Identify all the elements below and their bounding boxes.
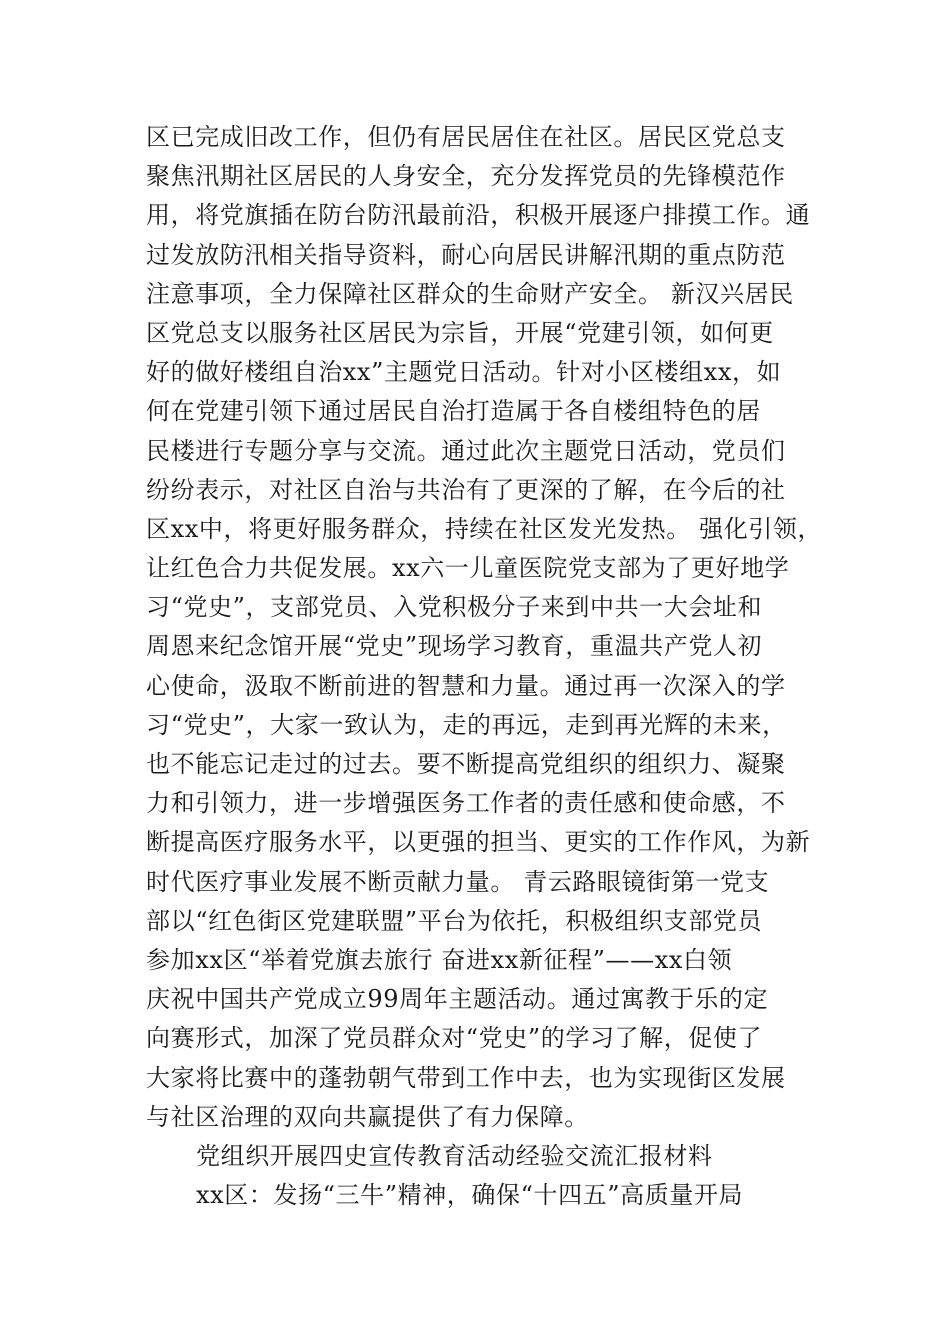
- text-line: 民楼进行专题分享与交流。通过此次主题党日活动，党员们: [146, 436, 786, 465]
- text-line: 好的做好楼组自治xx”主题党日活动。针对小区楼组xx，如: [146, 358, 782, 387]
- text-line: 用，将党旗插在防台防汛最前沿，积极开展逐户排摸工作。通: [146, 201, 811, 230]
- text-line: 习“党史”，大家一致认为，走的再远，走到再光辉的未来，: [146, 710, 787, 739]
- text-line: 区xx中，将更好服务群众，持续在社区发光发热。 强化引领，: [146, 514, 823, 543]
- section-title: 党组织开展四史宣传教育活动经验交流汇报材料: [196, 1141, 713, 1170]
- text-line: 断提高医疗服务水平，以更强的担当、更实的工作作风，为新: [146, 828, 811, 857]
- text-line: 大家将比赛中的蓬勃朝气带到工作中去，也为实现街区发展: [146, 1063, 786, 1092]
- text-line: 习“党史”，支部党员、入党积极分子来到中共一大会址和: [146, 593, 763, 622]
- document-page: [146, 118, 823, 1215]
- text-line: 注意事项，全力保障社区群众的生命财产安全。 新汉兴居民: [146, 279, 794, 308]
- text-line: 力和引领力，进一步增强医务工作者的责任感和使命感，不: [146, 789, 786, 818]
- text-line: 纷纷表示，对社区自治与共治有了更深的了解，在今后的社: [146, 475, 786, 504]
- text-line: 部以“红色街区党建联盟”平台为依托，积极组织支部党员: [146, 906, 763, 935]
- text-line: 庆祝中国共产党成立99周年主题活动。通过寓教于乐的定: [146, 985, 769, 1014]
- text-line: 区已完成旧改工作，但仍有居民居住在社区。居民区党总支: [146, 123, 786, 151]
- text-line: 聚焦汛期社区居民的人身安全，充分发挥党员的先锋模范作: [146, 162, 786, 191]
- text-line: 也不能忘记走过的过去。要不断提高党组织的组织力、凝聚: [146, 750, 786, 778]
- text-line: 心使命，汲取不断前进的智慧和力量。通过再一次深入的学: [146, 671, 786, 700]
- text-line: 与社区治理的双向共赢提供了有力保障。: [146, 1102, 589, 1131]
- text-line: 让红色合力共促发展。xx六一儿童医院党支部为了更好地学: [146, 554, 790, 583]
- text-line: 过发放防汛相关指导资料，耐心向居民讲解汛期的重点防范: [146, 240, 786, 269]
- section-subtitle: xx区：发扬“三牛”精神，确保“十四五”高质量开局: [196, 1181, 744, 1210]
- text-line: 时代医疗事业发展不断贡献力量。 青云路眼镜街第一党支: [146, 867, 770, 896]
- text-line: 区党总支以服务社区居民为宗旨，开展“党建引领，如何更: [146, 318, 774, 347]
- text-line: 参加xx区“举着党旗去旅行 奋进xx新征程”——xx白领: [146, 945, 733, 974]
- text-line: 何在党建引领下通过居民自治打造属于各自楼组特色的居: [146, 397, 761, 426]
- text-line: 向赛形式，加深了党员群众对“党史”的学习了解，促使了: [146, 1024, 763, 1053]
- text-line: 周恩来纪念馆开展“党史”现场学习教育，重温共产党人初: [146, 632, 763, 661]
